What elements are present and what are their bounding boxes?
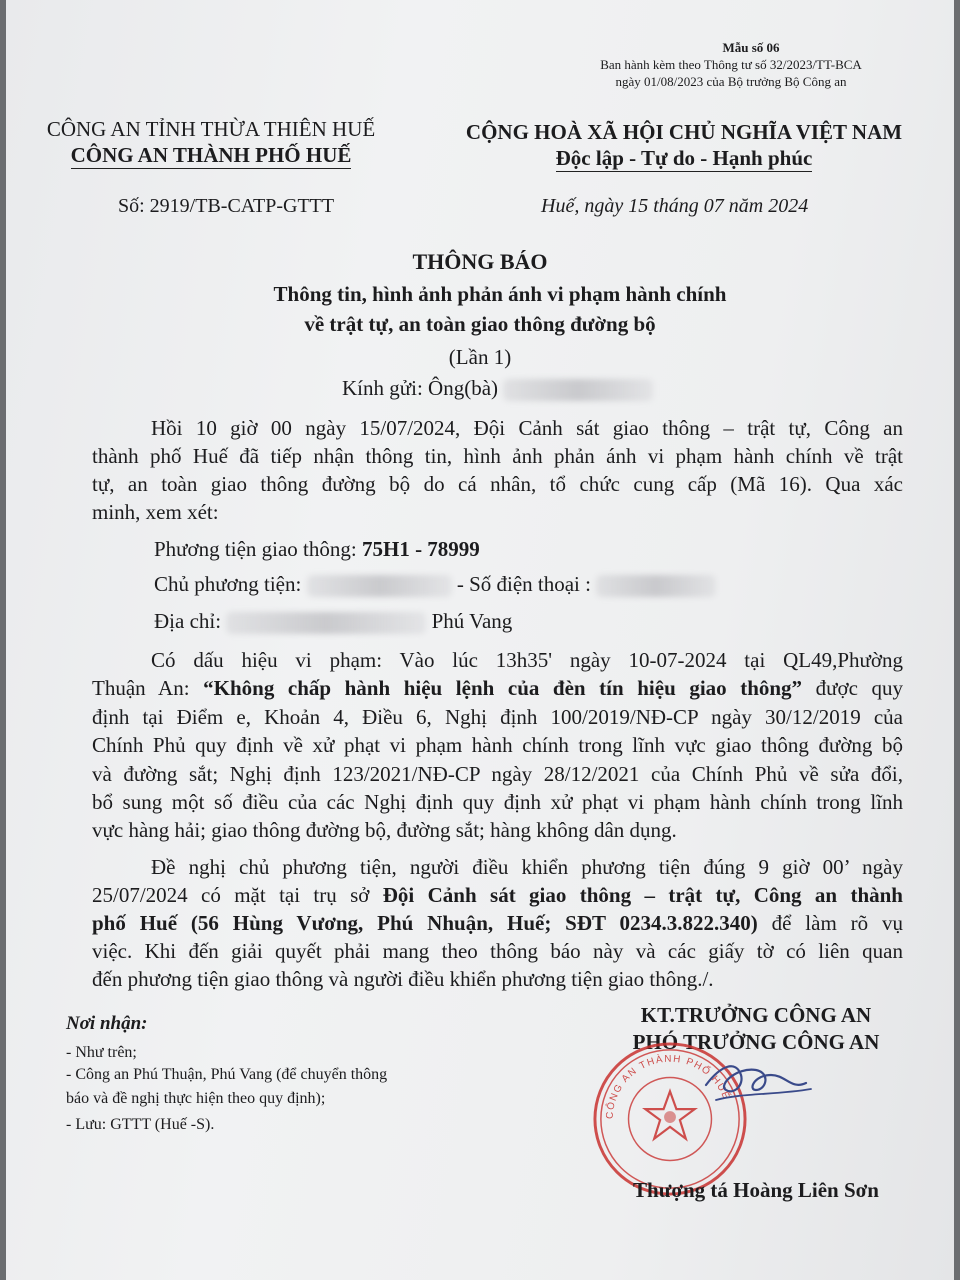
para3-line5: đến phương tiện giao thông và người điều khiển phương tiện giao thông./. bbox=[92, 967, 714, 991]
recipient-label: Kính gửi: Ông(bà) bbox=[342, 376, 499, 400]
recipient-item-1: - Như trên; bbox=[66, 1044, 137, 1061]
notice-title: THÔNG BÁO bbox=[412, 249, 548, 274]
para2-line5: và đường sắt; Nghị định 123/2021/NĐ-CP ngày 28/12/2021 của Chính Phủ về sửa đổi, bbox=[92, 762, 903, 786]
signer-name: Thượng tá Hoàng Liên Sơn bbox=[633, 1178, 879, 1202]
nation-motto-text: Độc lập - Tự do - Hạnh phúc bbox=[555, 146, 813, 170]
handwritten-signature bbox=[696, 1045, 816, 1115]
para2-line3: định tại Điểm e, Khoản 4, Điều 6, Nghị định 100/2019/NĐ-CP ngày 30/12/2019 của bbox=[92, 705, 903, 729]
recipient-line bbox=[342, 376, 653, 401]
signature-line-1: KT.TRƯỞNG CÔNG AN bbox=[640, 1003, 872, 1027]
place-date: Huế, ngày 15 tháng 07 năm 2024 bbox=[541, 195, 809, 217]
para2-line6: bổ sung một số điều của các Nghị định quy định xử phạt vi phạm hành chính trong lĩnh bbox=[92, 790, 903, 814]
para2-line2 bbox=[92, 674, 903, 703]
para3-line2-a: 25/07/2024 có mặt tại trụ sở bbox=[92, 883, 383, 907]
para2-line1: Có dấu hiệu vi phạm: Vào lúc 13h35' ngày 10-07-2024 tại QL49,Phường bbox=[151, 648, 903, 672]
redacted-recipient bbox=[503, 379, 653, 401]
redacted-owner bbox=[307, 575, 452, 597]
para3-line3-b: để làm rõ vụ bbox=[757, 911, 903, 935]
recipient-item-2a: - Công an Phú Thuận, Phú Vang (để chuyển thông bbox=[66, 1066, 388, 1083]
agency-name-text: CÔNG AN THÀNH PHỐ HUẾ bbox=[70, 143, 352, 167]
phone-label: - Số điện thoại : bbox=[456, 572, 591, 596]
notice-subtitle-1: Thông tin, hình ảnh phản ánh vi phạm hành chính bbox=[273, 282, 727, 306]
vehicle-plate: 75H1 - 78999 bbox=[361, 537, 480, 561]
para2-line7: vực hàng hải; giao thông đường bộ, đường sắt; hàng không dân dụng. bbox=[92, 818, 677, 842]
vehicle-line bbox=[154, 535, 480, 564]
address-line bbox=[154, 607, 512, 636]
recipient-item-2b: báo và đề nghị thực hiện theo quy định); bbox=[66, 1090, 326, 1107]
agency-parent: CÔNG AN TỈNH THỪA THIÊN HUẾ bbox=[46, 117, 376, 141]
para2-line2-a: Thuận An: bbox=[92, 676, 204, 700]
para3-line3 bbox=[92, 909, 903, 938]
seal-text: CÔNG AN THÀNH PHỐ HUẾ bbox=[604, 1053, 732, 1120]
para1-line4: minh, xem xét: bbox=[92, 500, 219, 524]
form-number: Mẫu số 06 bbox=[722, 40, 780, 55]
owner-line bbox=[154, 570, 716, 599]
nation-motto bbox=[444, 145, 924, 172]
office-address: phố Huế (56 Hùng Vương, Phú Nhuận, Huế; SĐT 0234.3.822.340) bbox=[92, 911, 758, 935]
para2-line4: Chính Phủ quy định về xử phạt vi phạm hành chính trong lĩnh vực giao thông đường bộ bbox=[92, 733, 903, 757]
para1-line1: Hồi 10 giờ 00 ngày 15/07/2024, Đội Cảnh sát giao thông – trật tự, Công an bbox=[151, 416, 903, 440]
signature-line-2: PHÓ TRƯỞNG CÔNG AN bbox=[632, 1030, 880, 1054]
form-issued-with: Ban hành kèm theo Thông tư số 32/2023/TT-BCA bbox=[600, 57, 862, 72]
recipient-item-3: - Lưu: GTTT (Huế -S). bbox=[66, 1116, 215, 1133]
document-page bbox=[6, 0, 954, 1280]
notice-round: (Lần 1) bbox=[448, 345, 512, 369]
violation-description: “Không chấp hành hiệu lệnh của đèn tín hiệu giao thông” bbox=[203, 676, 803, 700]
form-issued-date: ngày 01/08/2023 của Bộ trưởng Bộ Công an bbox=[615, 74, 847, 89]
address-visible: Phú Vang bbox=[431, 609, 513, 633]
vehicle-label: Phương tiện giao thông: bbox=[154, 537, 357, 561]
address-label: Địa chỉ: bbox=[154, 609, 222, 633]
doc-number: Số: 2919/TB-CATP-GTTT bbox=[118, 195, 335, 217]
owner-label: Chủ phương tiện: bbox=[154, 572, 302, 596]
nation-name: CỘNG HOÀ XÃ HỘI CHỦ NGHĨA VIỆT NAM bbox=[465, 120, 903, 144]
para3-line1: Đề nghị chủ phương tiện, người điều khiển phương tiện đúng 9 giờ 00’ ngày bbox=[151, 855, 903, 879]
office-name: Đội Cảnh sát giao thông – trật tự, Công an thành bbox=[382, 883, 903, 907]
para3-line4: việc. Khi đến giải quyết phải mang theo thông báo này và các giấy tờ có liên quan bbox=[92, 939, 903, 963]
para1-line2: thành phố Huế đã tiếp nhận thông tin, hình ảnh phản ánh vi phạm hành chính về trật bbox=[92, 444, 903, 468]
agency-name bbox=[46, 142, 376, 169]
recipients-heading: Nơi nhận: bbox=[66, 1013, 148, 1034]
para1-line3: tự, an toàn giao thông đường bộ do cá nhân, tổ chức cung cấp (Mã 16). Qua xác bbox=[92, 472, 903, 496]
notice-subtitle-2: về trật tự, an toàn giao thông đường bộ bbox=[304, 312, 656, 336]
para2-line2-c: được quy bbox=[802, 676, 903, 700]
redacted-phone bbox=[596, 575, 716, 597]
redacted-address bbox=[226, 612, 426, 634]
para3-line2 bbox=[92, 881, 903, 910]
